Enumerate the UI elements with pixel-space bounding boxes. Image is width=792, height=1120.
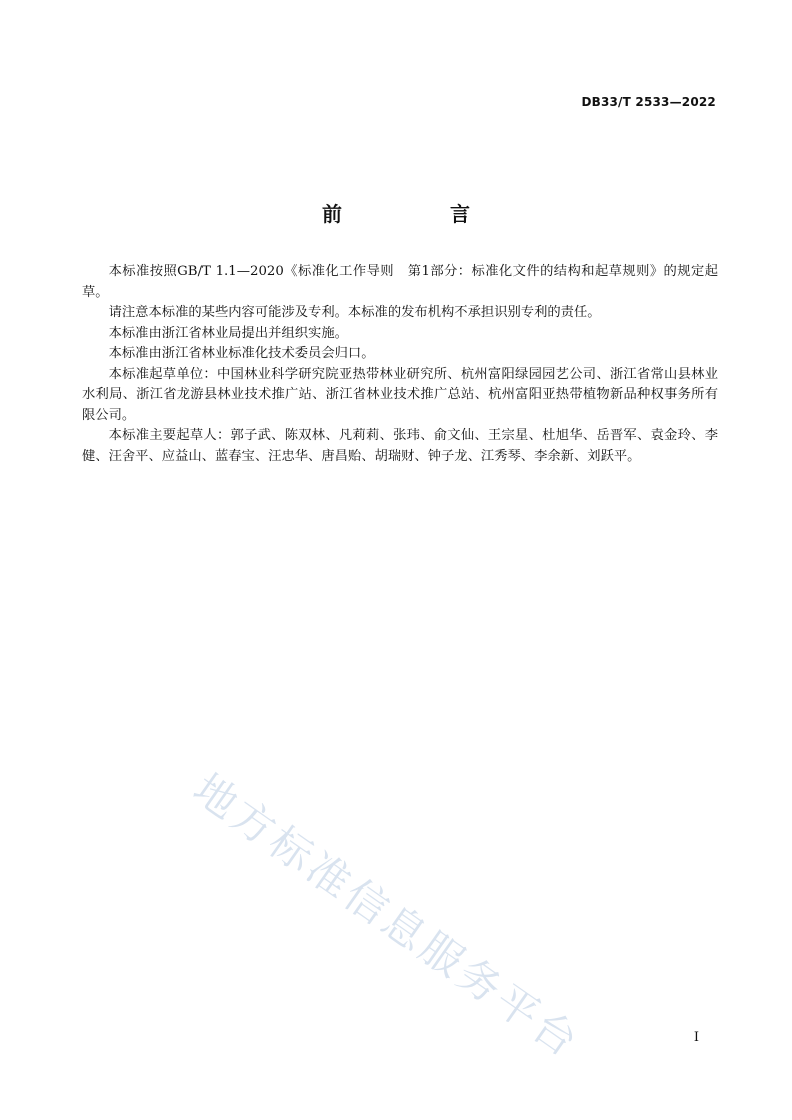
paragraph-drafting-units: 本标准起草单位：中国林业科学研究院亚热带林业研究所、杭州富阳绿园园艺公司、浙江省常山县林业水利局、浙江省龙游县林业技术推广站、浙江省林业技术推广总站、杭州富阳亚热带植物新品种权事务所有限公司。 bbox=[82, 366, 718, 423]
paragraph-technical-committee: 本标准由浙江省林业标准化技术委员会归口。 bbox=[108, 346, 375, 361]
paragraph-proposer: 本标准由浙江省林业局提出并组织实施。 bbox=[108, 325, 348, 341]
watermark: 地方标准信息服务平台 bbox=[184, 763, 590, 1068]
paragraph-drafting-rules: 本标准按照GB/T 1.1—2020《标准化工作导则 第1部分：标准化文件的结构和起草规则》的规定起草。 bbox=[82, 264, 718, 300]
page-number: I bbox=[693, 1030, 699, 1045]
paragraph-patent-notice: 请注意本标准的某些内容可能涉及专利。本标准的发布机构不承担识别专利的责任。 bbox=[108, 305, 601, 320]
page-title: 前 言 bbox=[322, 202, 514, 226]
foreword-body bbox=[82, 262, 718, 467]
standard-code: DB33/T 2533—2022 bbox=[581, 95, 716, 109]
paragraph-main-drafters: 本标准主要起草人：郭子武、陈双林、凡莉莉、张玮、俞文仙、王宗星、杜旭华、岳晋军、袁金玲、李健、汪舍平、应益山、蓝春宝、汪忠华、唐昌贻、胡瑞财、钟子龙、江秀琴、李余新、刘跃平。 bbox=[82, 428, 718, 464]
